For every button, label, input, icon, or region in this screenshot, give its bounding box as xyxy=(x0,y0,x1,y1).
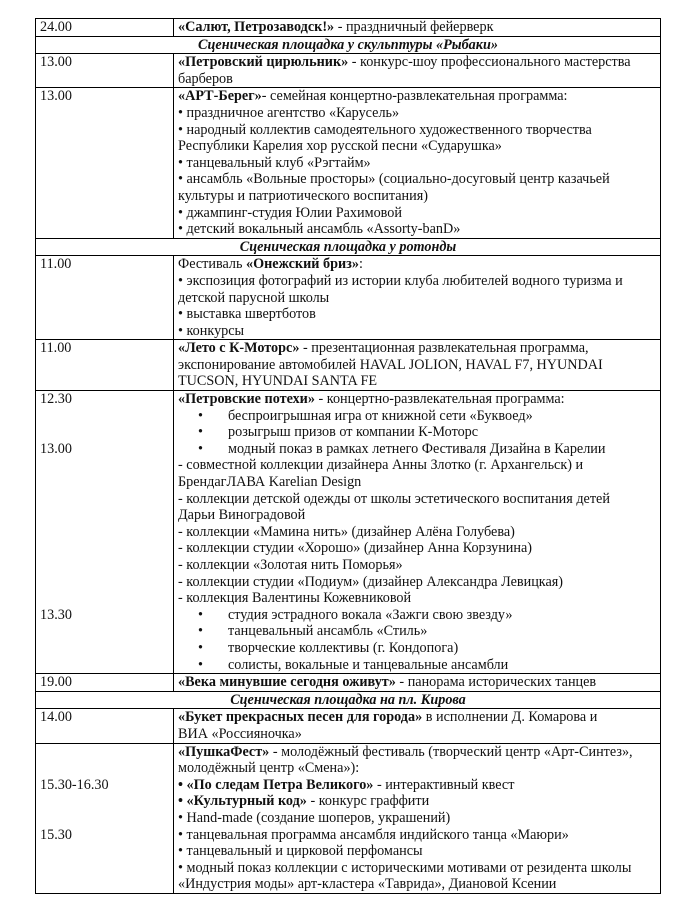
event-desc-line: TUCSON, HYUNDAI SANTA FE xyxy=(178,373,378,390)
time-cell: 11.00 xyxy=(36,256,174,340)
list-item: - совместной коллекции дизайнера Анны Злотко (г. Архангельск) и xyxy=(178,457,584,474)
list-item: - коллекции студии «Хорошо» (дизайнер Анна Корзунина) xyxy=(178,540,533,557)
list-item: • студия эстрадного вокала «Зажги свою звезду» xyxy=(198,606,513,623)
event-desc: - праздничный фейерверк xyxy=(334,19,494,35)
list-item: • праздничное агентство «Карусель» xyxy=(178,104,400,121)
list-item: • солисты, вокальные и танцевальные ансамбли xyxy=(198,656,509,673)
event-title: «ПушкаФест» xyxy=(178,743,270,760)
time-label: 13.00 xyxy=(40,440,72,457)
list-item: • розыгрыш призов от компании К-Моторс xyxy=(198,424,479,441)
section-row xyxy=(36,238,661,256)
table-row xyxy=(36,88,661,238)
table-row xyxy=(36,743,661,893)
table-row xyxy=(36,54,661,88)
section-row xyxy=(36,36,661,54)
event-desc: - презентационная развлекательная программа, xyxy=(299,340,589,357)
event-prefix: Фестиваль xyxy=(178,256,246,273)
event-title: «Века минувшие сегодня оживут» xyxy=(178,674,396,691)
list-item: • Hand-made (создание шоперов, украшений) xyxy=(178,809,451,826)
time-cell: 24.00 xyxy=(36,19,174,37)
list-item: БрендагЛАВА Karelian Design xyxy=(178,474,362,491)
list-item: - коллекции «Мамина нить» (дизайнер Алёна Голубева) xyxy=(178,523,515,540)
table-row xyxy=(36,391,661,674)
event-title: «Онежский бриз» xyxy=(245,256,359,273)
event-desc: : xyxy=(358,256,363,273)
list-item: • модный показ в рамках летнего Фестиваля Дизайна в Карелии xyxy=(198,440,606,457)
bullet-icon: • xyxy=(198,623,203,640)
bullet-icon: • xyxy=(198,407,203,424)
event-desc-line: экспонирование автомобилей HAVAL JOLION, HAVAL F7, HYUNDAI xyxy=(178,356,603,373)
section-heading: Сценическая площадка на пл. Кирова xyxy=(36,691,661,709)
list-item: • детский вокальный ансамбль «Assorty-banD» xyxy=(178,221,461,238)
table-row xyxy=(36,340,661,391)
event-cell xyxy=(174,674,661,692)
event-desc: - молодёжный фестиваль (творческий центр «Арт-Синтез», xyxy=(269,743,633,760)
time-cell: 13.00 xyxy=(36,54,174,88)
list-item: «Индустрия моды» арт-кластера «Таврида», Диановой Ксении xyxy=(178,876,557,893)
list-item: • «По следам Петра Великого» - интерактивный квест xyxy=(178,776,515,793)
list-item: • творческие коллективы (г. Кондопога) xyxy=(198,639,459,656)
list-item: • джампинг-студия Юлии Рахимовой xyxy=(178,204,402,221)
event-cell xyxy=(174,391,661,674)
list-item: • выставка швертботов xyxy=(178,306,316,323)
table-row xyxy=(36,256,661,340)
list-item: культуры и патриотического воспитания) xyxy=(178,187,428,204)
bullet-icon: • xyxy=(198,440,203,457)
event-title: «Петровские потехи» xyxy=(178,391,315,408)
event-desc-line: ВИА «Россияночка» xyxy=(178,725,302,742)
event-desc: - конкурс-шоу профессионального мастерства xyxy=(348,54,631,71)
event-desc: в исполнении Д. Комарова и xyxy=(422,709,598,726)
event-title: «Салют, Петрозаводск!» xyxy=(178,19,335,35)
bullet-icon: • xyxy=(198,424,203,441)
event-cell xyxy=(174,743,661,893)
list-item: детской парусной школы xyxy=(178,289,330,306)
bullet-icon: • xyxy=(198,639,203,656)
event-cell xyxy=(174,54,661,88)
bullet-icon: • xyxy=(198,656,203,673)
event-desc-line: молодёжный центр «Смена»): xyxy=(178,760,360,777)
list-item: • «Культурный код» - конкурс граффити xyxy=(178,793,430,810)
time-cell: 19.00 xyxy=(36,674,174,692)
time-cell: 13.00 xyxy=(36,88,174,238)
table-row xyxy=(36,674,661,692)
list-item: • экспозиция фотографий из истории клуба любителей водного туризма и xyxy=(178,272,623,289)
bullet-icon: • xyxy=(198,606,203,623)
section-heading: Сценическая площадка у скульптуры «Рыбаки» xyxy=(36,36,661,54)
time-label: 15.30 xyxy=(40,826,72,843)
time-cell: 14.00 xyxy=(36,709,174,743)
list-item: - коллекции детской одежды от школы эстетического воспитания детей xyxy=(178,490,610,507)
time-cell xyxy=(36,743,174,893)
event-cell xyxy=(174,256,661,340)
table-row xyxy=(36,19,661,37)
event-title: «Петровский цирюльник» xyxy=(178,54,349,71)
section-heading: Сценическая площадка у ротонды xyxy=(36,238,661,256)
list-item: • модный показ коллекции с историческими мотивами от резидента школы xyxy=(178,859,632,876)
event-desc: - панорама исторических танцев xyxy=(395,674,597,691)
list-item: • конкурсы xyxy=(178,322,245,339)
section-row xyxy=(36,691,661,709)
list-item: - коллекции «Золотая нить Поморья» xyxy=(178,557,403,573)
list-item: • беспроигрышная игра от книжной сети «Буквоед» xyxy=(198,407,533,424)
list-item: • танцевальный клуб «Рэгтайм» xyxy=(178,154,371,171)
event-desc: - концертно-развлекательная программа: xyxy=(314,391,565,408)
event-title: «АРТ-Берег» xyxy=(178,88,262,105)
list-item: • танцевальный и цирковой перфомансы xyxy=(178,843,423,860)
event-title: «Лето с К-Моторс» xyxy=(178,340,300,357)
list-item: Дарьи Виноградовой xyxy=(178,507,306,524)
time-label: 13.30 xyxy=(40,606,72,623)
time-label: 15.30-16.30 xyxy=(40,776,109,793)
list-item: • народный коллектив самодеятельного художественного творчества xyxy=(178,121,592,138)
time-label: 12.30 xyxy=(40,391,72,408)
time-cell: 11.00 xyxy=(36,340,174,391)
list-item: - коллекция Валентины Кожевниковой xyxy=(178,590,412,607)
event-title: «Букет прекрасных песен для города» xyxy=(178,709,423,726)
list-item: • танцевальная программа ансамбля индийского танца «Маюри» xyxy=(178,826,569,843)
table-row xyxy=(36,709,661,743)
event-desc-line: барберов xyxy=(178,70,233,87)
list-item: • ансамбль «Вольные просторы» (социально-досуговый центр казачьей xyxy=(178,171,610,188)
time-cell xyxy=(36,391,174,674)
schedule-table xyxy=(35,18,661,894)
list-item: • танцевальный ансамбль «Стиль» xyxy=(198,623,428,640)
list-item: - коллекции студии «Подиум» (дизайнер Александра Левицкая) xyxy=(178,573,564,590)
event-desc: - семейная концертно-развлекательная программа: xyxy=(261,88,568,105)
event-cell xyxy=(174,709,661,743)
list-item: Республики Карелия хор русской песни «Сударушка» xyxy=(178,138,502,155)
event-cell xyxy=(174,340,661,391)
event-cell xyxy=(174,19,661,37)
event-cell xyxy=(174,88,661,238)
